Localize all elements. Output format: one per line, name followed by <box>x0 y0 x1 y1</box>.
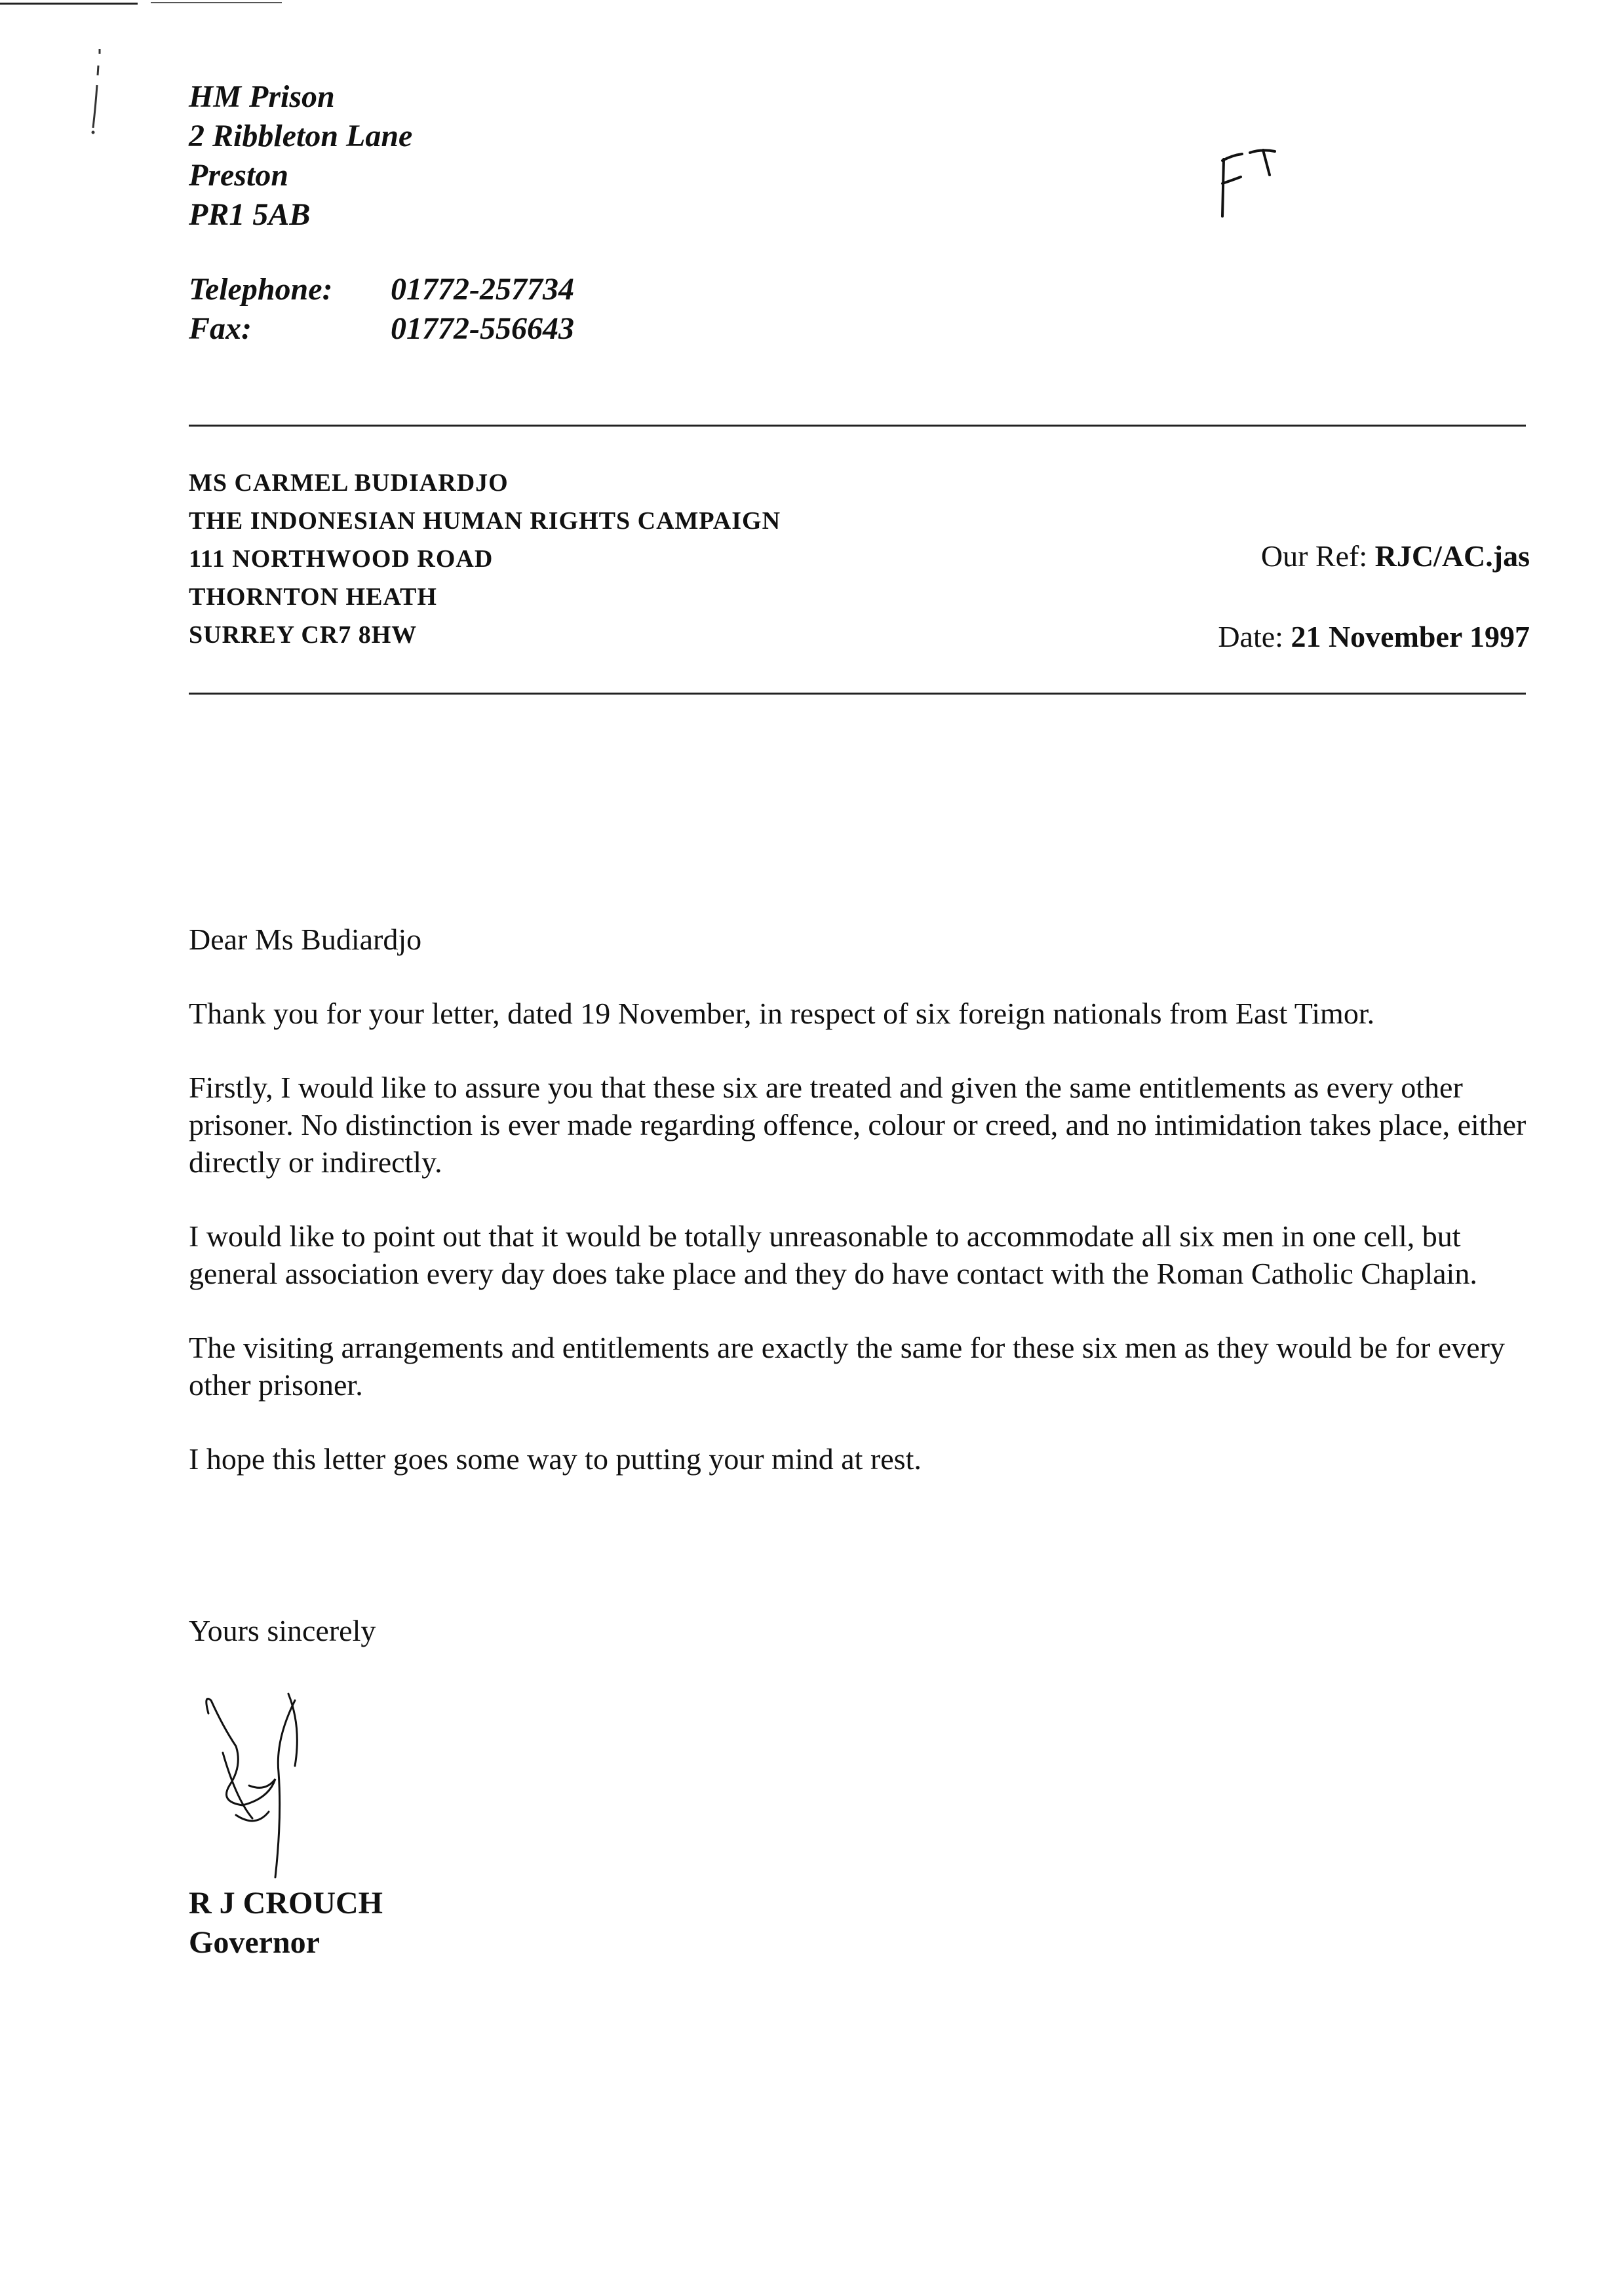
our-reference <box>1261 539 1530 573</box>
telephone-row <box>189 270 574 309</box>
body-paragraph: I would like to point out that it would be totally unreasonable to accommodate all six men in one cell, but general association every day does take place and they do have contact with the Roman Catholic Chaplain. <box>189 1219 1477 1290</box>
scan-edge-line <box>151 2 282 3</box>
recipient-line: THE INDONESIAN HUMAN RIGHTS CAMPAIGN <box>189 507 781 535</box>
sender-line: PR1 5AB <box>189 197 311 232</box>
letter-body <box>189 921 1532 1514</box>
sender-line: 2 Ribbleton Lane <box>189 119 413 153</box>
telephone-label: Telephone: <box>189 272 333 307</box>
address-divider <box>189 693 1526 695</box>
sender-line: Preston <box>189 158 289 193</box>
sender-contacts <box>189 270 574 349</box>
signer-name: R J CROUCH <box>189 1886 383 1921</box>
sender-address <box>189 77 412 235</box>
date-value: 21 November 1997 <box>1291 620 1530 653</box>
letter-date <box>1218 619 1530 654</box>
handwritten-initials <box>1216 147 1288 226</box>
signer-block <box>189 1884 383 1962</box>
body-paragraph: Firstly, I would like to assure you that these six are treated and given the same entitlements as every other prisoner. No distinction is ever made regarding offence, colour or creed, and no intimidation takes place, either directly or indirectly. <box>189 1071 1527 1179</box>
reference-label: Our Ref: <box>1260 539 1368 573</box>
date-label: Date: <box>1218 620 1283 653</box>
recipient-address <box>189 464 781 654</box>
handwritten-signature <box>197 1687 328 1897</box>
signer-title: Governor <box>189 1925 320 1960</box>
body-paragraph: The visiting arrangements and entitlements are exactly the same for these six men as they would be for every other prisoner. <box>189 1331 1505 1402</box>
margin-pencil-mark <box>85 46 105 138</box>
header-divider <box>189 425 1526 427</box>
recipient-line: MS CARMEL BUDIARDJO <box>189 469 509 497</box>
body-paragraph: I hope this letter goes some way to putting your mind at rest. <box>189 1442 922 1476</box>
fax-row <box>189 309 574 349</box>
recipient-line: SURREY CR7 8HW <box>189 621 418 649</box>
fax-number: 01772-556643 <box>391 311 574 346</box>
salutation: Dear Ms Budiardjo <box>189 923 422 956</box>
fax-label: Fax: <box>189 311 252 346</box>
closing: Yours sincerely <box>189 1614 376 1647</box>
telephone-number: 01772-257734 <box>391 272 574 307</box>
recipient-line: 111 NORTHWOOD ROAD <box>189 545 494 573</box>
body-paragraph: Thank you for your letter, dated 19 November, in respect of six foreign nationals from East Timor. <box>189 997 1375 1030</box>
scan-edge-line <box>0 3 138 5</box>
sender-line: HM Prison <box>189 79 335 114</box>
reference-value: RJC/AC.jas <box>1374 539 1530 573</box>
recipient-line: THORNTON HEATH <box>189 583 437 611</box>
